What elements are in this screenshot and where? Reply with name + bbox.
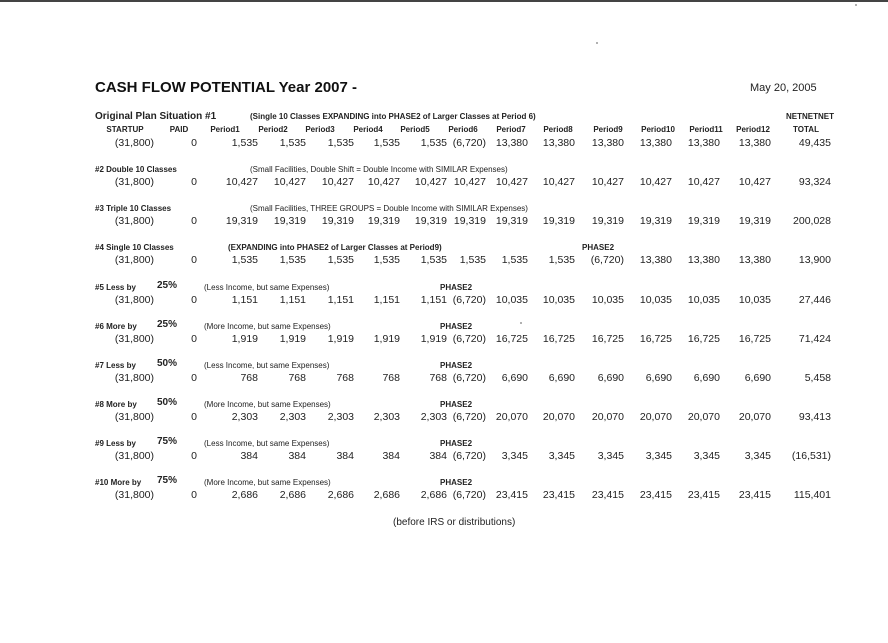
value-cell: 384 bbox=[382, 450, 400, 462]
value-cell: 19,319 bbox=[687, 215, 720, 227]
value-cell: (31,800) bbox=[114, 450, 154, 462]
column-header: Period10 bbox=[641, 125, 675, 134]
value-cell: 19,319 bbox=[453, 215, 486, 227]
total-cell: 93,413 bbox=[798, 411, 831, 423]
value-cell: (31,800) bbox=[114, 411, 154, 423]
value-cell: 19,319 bbox=[225, 215, 258, 227]
value-cell: 23,415 bbox=[738, 489, 771, 501]
value-cell: 2,686 bbox=[373, 489, 400, 501]
value-row bbox=[0, 215, 888, 229]
value-cell: 384 bbox=[240, 450, 258, 462]
value-cell: (6,720) bbox=[590, 254, 624, 266]
scenario-note: (Small Facilities, Double Shift = Double Income with SIMILAR Expenses) bbox=[250, 165, 508, 174]
value-cell: 19,319 bbox=[495, 215, 528, 227]
value-cell: 1,535 bbox=[279, 254, 306, 266]
total-cell: 5,458 bbox=[804, 372, 831, 384]
value-cell: 10,427 bbox=[367, 176, 400, 188]
value-cell: 1,535 bbox=[548, 254, 575, 266]
value-cell: 10,427 bbox=[225, 176, 258, 188]
value-cell: 13,380 bbox=[639, 137, 672, 149]
column-header: Period9 bbox=[593, 125, 623, 134]
value-row bbox=[0, 294, 888, 308]
value-cell: 13,380 bbox=[542, 137, 575, 149]
value-cell: 10,035 bbox=[495, 294, 528, 306]
scenario-percent: 50% bbox=[157, 358, 178, 369]
value-cell: 20,070 bbox=[687, 411, 720, 423]
netnetnet-label: NETNETNET bbox=[786, 112, 834, 121]
column-header: PAID bbox=[169, 125, 189, 134]
column-header: Period7 bbox=[496, 125, 526, 134]
value-cell: 6,690 bbox=[744, 372, 771, 384]
value-cell: 16,725 bbox=[591, 333, 624, 345]
value-cell: 2,303 bbox=[327, 411, 354, 423]
value-cell: 1,919 bbox=[373, 333, 400, 345]
value-cell: (31,800) bbox=[114, 137, 154, 149]
phase2-marker: PHASE2 bbox=[582, 243, 615, 252]
scenario-label: #2 Double 10 Classes bbox=[95, 165, 177, 174]
value-row bbox=[0, 254, 888, 268]
value-cell: 6,690 bbox=[501, 372, 528, 384]
scenario-note: (More Income, but same Expenses) bbox=[204, 400, 331, 409]
value-cell: 1,151 bbox=[327, 294, 354, 306]
value-cell: 6,690 bbox=[693, 372, 720, 384]
column-header: Period8 bbox=[543, 125, 573, 134]
total-cell: 200,028 bbox=[793, 215, 831, 227]
scenario-label: #6 More by bbox=[95, 322, 137, 331]
value-row bbox=[0, 450, 888, 464]
value-row bbox=[0, 489, 888, 503]
scenario-label: #9 Less by bbox=[95, 439, 136, 448]
value-cell: 19,319 bbox=[639, 215, 672, 227]
phase2-marker: PHASE2 bbox=[440, 439, 473, 448]
value-cell: 1,535 bbox=[231, 254, 258, 266]
value-cell: 1,151 bbox=[231, 294, 258, 306]
value-cell: 1,535 bbox=[459, 254, 486, 266]
value-cell: 6,690 bbox=[548, 372, 575, 384]
value-cell: 20,070 bbox=[639, 411, 672, 423]
value-cell: 1,535 bbox=[327, 254, 354, 266]
scenario-percent: 50% bbox=[157, 397, 178, 408]
value-cell: 19,319 bbox=[273, 215, 306, 227]
value-cell: 768 bbox=[336, 372, 354, 384]
total-cell: 71,424 bbox=[798, 333, 831, 345]
value-cell: 20,070 bbox=[542, 411, 575, 423]
column-header: Period6 bbox=[448, 125, 478, 134]
scenario-note: (Small Facilities, THREE GROUPS = Double Income with SIMILAR Expenses) bbox=[250, 204, 528, 213]
value-cell: (31,800) bbox=[114, 215, 154, 227]
value-cell: 13,380 bbox=[687, 254, 720, 266]
plan-title: Original Plan Situation #1 bbox=[95, 111, 217, 122]
value-cell: (6,720) bbox=[452, 137, 486, 149]
value-cell: 768 bbox=[288, 372, 306, 384]
scenario-label: #8 More by bbox=[95, 400, 137, 409]
report-date: May 20, 2005 bbox=[750, 82, 817, 94]
value-cell: (31,800) bbox=[114, 489, 154, 501]
value-cell: 13,380 bbox=[639, 254, 672, 266]
scan-speck bbox=[596, 42, 598, 44]
value-cell: 0 bbox=[191, 137, 197, 149]
value-cell: 10,035 bbox=[738, 294, 771, 306]
value-cell: (31,800) bbox=[114, 372, 154, 384]
value-cell: 1,535 bbox=[373, 254, 400, 266]
value-cell: 3,345 bbox=[501, 450, 528, 462]
value-cell: 13,380 bbox=[738, 254, 771, 266]
value-cell: 1,151 bbox=[279, 294, 306, 306]
column-header: Period12 bbox=[736, 125, 770, 134]
page-title: CASH FLOW POTENTIAL Year 2007 - bbox=[95, 79, 358, 96]
value-cell: 23,415 bbox=[639, 489, 672, 501]
column-header: Period4 bbox=[353, 125, 383, 134]
scenario-note: (Less Income, but same Expenses) bbox=[204, 439, 330, 448]
value-cell: 384 bbox=[429, 450, 447, 462]
value-row bbox=[0, 137, 888, 151]
value-cell: 0 bbox=[191, 489, 197, 501]
value-cell: 16,725 bbox=[738, 333, 771, 345]
value-cell: 0 bbox=[191, 294, 197, 306]
value-cell: 1,535 bbox=[373, 137, 400, 149]
value-cell: 10,427 bbox=[321, 176, 354, 188]
value-cell: 1,535 bbox=[501, 254, 528, 266]
value-cell: 6,690 bbox=[645, 372, 672, 384]
value-cell: 23,415 bbox=[687, 489, 720, 501]
value-row bbox=[0, 372, 888, 386]
value-cell: 10,427 bbox=[591, 176, 624, 188]
value-cell: 1,535 bbox=[231, 137, 258, 149]
value-cell: 23,415 bbox=[542, 489, 575, 501]
value-cell: (6,720) bbox=[452, 372, 486, 384]
phase2-marker: PHASE2 bbox=[440, 478, 473, 487]
total-cell: 49,435 bbox=[798, 137, 831, 149]
value-row bbox=[0, 333, 888, 347]
value-cell: 1,151 bbox=[420, 294, 447, 306]
scenario-note: (Less Income, but same Expenses) bbox=[204, 361, 330, 370]
value-cell: 19,319 bbox=[542, 215, 575, 227]
value-cell: 1,535 bbox=[279, 137, 306, 149]
value-cell: 13,380 bbox=[495, 137, 528, 149]
value-cell: 10,035 bbox=[542, 294, 575, 306]
scenario-note: (More Income, but same Expenses) bbox=[204, 322, 331, 331]
scenario-note: (Less Income, but same Expenses) bbox=[204, 283, 330, 292]
plan-note: (Single 10 Classes EXPANDING into PHASE2 of Larger Classes at Period 6) bbox=[250, 112, 536, 121]
value-cell: 1,919 bbox=[231, 333, 258, 345]
scenario-percent: 75% bbox=[157, 475, 178, 486]
value-cell: 10,427 bbox=[273, 176, 306, 188]
value-cell: 20,070 bbox=[738, 411, 771, 423]
value-cell: 6,690 bbox=[597, 372, 624, 384]
value-cell: 1,919 bbox=[420, 333, 447, 345]
value-cell: 1,535 bbox=[420, 254, 447, 266]
value-cell: 3,345 bbox=[744, 450, 771, 462]
scenario-note: (EXPANDING into PHASE2 of Larger Classes at Period9) bbox=[228, 243, 442, 252]
phase2-marker: PHASE2 bbox=[440, 322, 473, 331]
value-cell: 1,919 bbox=[279, 333, 306, 345]
scenario-percent: 25% bbox=[157, 319, 178, 330]
value-cell: 2,686 bbox=[327, 489, 354, 501]
value-cell: (6,720) bbox=[452, 489, 486, 501]
value-cell: 10,427 bbox=[542, 176, 575, 188]
value-cell: 3,345 bbox=[597, 450, 624, 462]
value-cell: 384 bbox=[336, 450, 354, 462]
value-cell: 0 bbox=[191, 215, 197, 227]
scan-speck bbox=[855, 4, 857, 6]
value-cell: 3,345 bbox=[548, 450, 575, 462]
column-header: STARTUP bbox=[106, 125, 144, 134]
value-cell: 16,725 bbox=[639, 333, 672, 345]
value-cell: 1,535 bbox=[420, 137, 447, 149]
column-header: Period3 bbox=[305, 125, 335, 134]
phase2-marker: PHASE2 bbox=[440, 283, 473, 292]
value-cell: 1,535 bbox=[327, 137, 354, 149]
value-cell: 20,070 bbox=[495, 411, 528, 423]
value-cell: 10,427 bbox=[453, 176, 486, 188]
value-cell: 768 bbox=[429, 372, 447, 384]
value-cell: 2,303 bbox=[279, 411, 306, 423]
value-cell: (31,800) bbox=[114, 294, 154, 306]
value-cell: 0 bbox=[191, 333, 197, 345]
value-cell: 3,345 bbox=[693, 450, 720, 462]
value-cell: (6,720) bbox=[452, 294, 486, 306]
value-cell: 1,151 bbox=[373, 294, 400, 306]
scenario-note: (More Income, but same Expenses) bbox=[204, 478, 331, 487]
column-header: Period2 bbox=[258, 125, 288, 134]
value-cell: 23,415 bbox=[591, 489, 624, 501]
value-cell: 384 bbox=[288, 450, 306, 462]
value-cell: 19,319 bbox=[591, 215, 624, 227]
value-cell: 768 bbox=[240, 372, 258, 384]
total-cell: 115,401 bbox=[793, 489, 831, 501]
total-cell: 93,324 bbox=[798, 176, 831, 188]
scenario-label: #3 Triple 10 Classes bbox=[95, 204, 172, 213]
value-cell: 0 bbox=[191, 411, 197, 423]
column-header: Period11 bbox=[689, 125, 723, 134]
value-cell: 10,427 bbox=[738, 176, 771, 188]
top-border-line bbox=[0, 0, 888, 2]
value-cell: 20,070 bbox=[591, 411, 624, 423]
scenario-percent: 25% bbox=[157, 280, 178, 291]
value-cell: 10,427 bbox=[687, 176, 720, 188]
value-cell: 0 bbox=[191, 450, 197, 462]
column-header: Period5 bbox=[400, 125, 430, 134]
total-cell: (16,531) bbox=[791, 450, 831, 462]
value-cell: 13,380 bbox=[687, 137, 720, 149]
value-cell: 10,427 bbox=[639, 176, 672, 188]
value-cell: 768 bbox=[382, 372, 400, 384]
value-cell: 2,303 bbox=[373, 411, 400, 423]
scenario-label: #5 Less by bbox=[95, 283, 136, 292]
value-cell: 10,427 bbox=[414, 176, 447, 188]
value-cell: 19,319 bbox=[321, 215, 354, 227]
phase2-marker: PHASE2 bbox=[440, 400, 473, 409]
value-cell: 10,427 bbox=[495, 176, 528, 188]
value-row bbox=[0, 176, 888, 190]
value-cell: 3,345 bbox=[645, 450, 672, 462]
total-cell: 27,446 bbox=[798, 294, 831, 306]
value-cell: (6,720) bbox=[452, 333, 486, 345]
value-cell: 2,303 bbox=[420, 411, 447, 423]
value-cell: 10,035 bbox=[639, 294, 672, 306]
footer-note: (before IRS or distributions) bbox=[393, 517, 516, 528]
value-cell: 13,380 bbox=[738, 137, 771, 149]
value-cell: 16,725 bbox=[687, 333, 720, 345]
value-cell: 10,035 bbox=[591, 294, 624, 306]
column-header: Period1 bbox=[210, 125, 240, 134]
value-cell: (6,720) bbox=[452, 411, 486, 423]
phase2-marker: PHASE2 bbox=[440, 361, 473, 370]
value-cell: 16,725 bbox=[495, 333, 528, 345]
total-cell: 13,900 bbox=[798, 254, 831, 266]
value-cell: 13,380 bbox=[591, 137, 624, 149]
value-cell: (31,800) bbox=[114, 254, 154, 266]
value-row bbox=[0, 411, 888, 425]
value-cell: 19,319 bbox=[414, 215, 447, 227]
scenario-percent: 75% bbox=[157, 436, 178, 447]
value-cell: 19,319 bbox=[367, 215, 400, 227]
column-header: TOTAL bbox=[793, 125, 819, 134]
value-cell: 10,035 bbox=[687, 294, 720, 306]
value-cell: 16,725 bbox=[542, 333, 575, 345]
value-cell: 23,415 bbox=[495, 489, 528, 501]
value-cell: 0 bbox=[191, 372, 197, 384]
scenario-label: #7 Less by bbox=[95, 361, 136, 370]
value-cell: 19,319 bbox=[738, 215, 771, 227]
scenario-label: #4 Single 10 Classes bbox=[95, 243, 174, 252]
value-cell: 1,919 bbox=[327, 333, 354, 345]
value-cell: 2,686 bbox=[420, 489, 447, 501]
value-cell: 2,686 bbox=[279, 489, 306, 501]
scan-speck bbox=[520, 322, 522, 324]
value-cell: (6,720) bbox=[452, 450, 486, 462]
value-cell: 0 bbox=[191, 254, 197, 266]
value-cell: (31,800) bbox=[114, 176, 154, 188]
value-cell: 0 bbox=[191, 176, 197, 188]
value-cell: (31,800) bbox=[114, 333, 154, 345]
value-cell: 2,303 bbox=[231, 411, 258, 423]
scenario-label: #10 More by bbox=[95, 478, 142, 487]
value-cell: 2,686 bbox=[231, 489, 258, 501]
